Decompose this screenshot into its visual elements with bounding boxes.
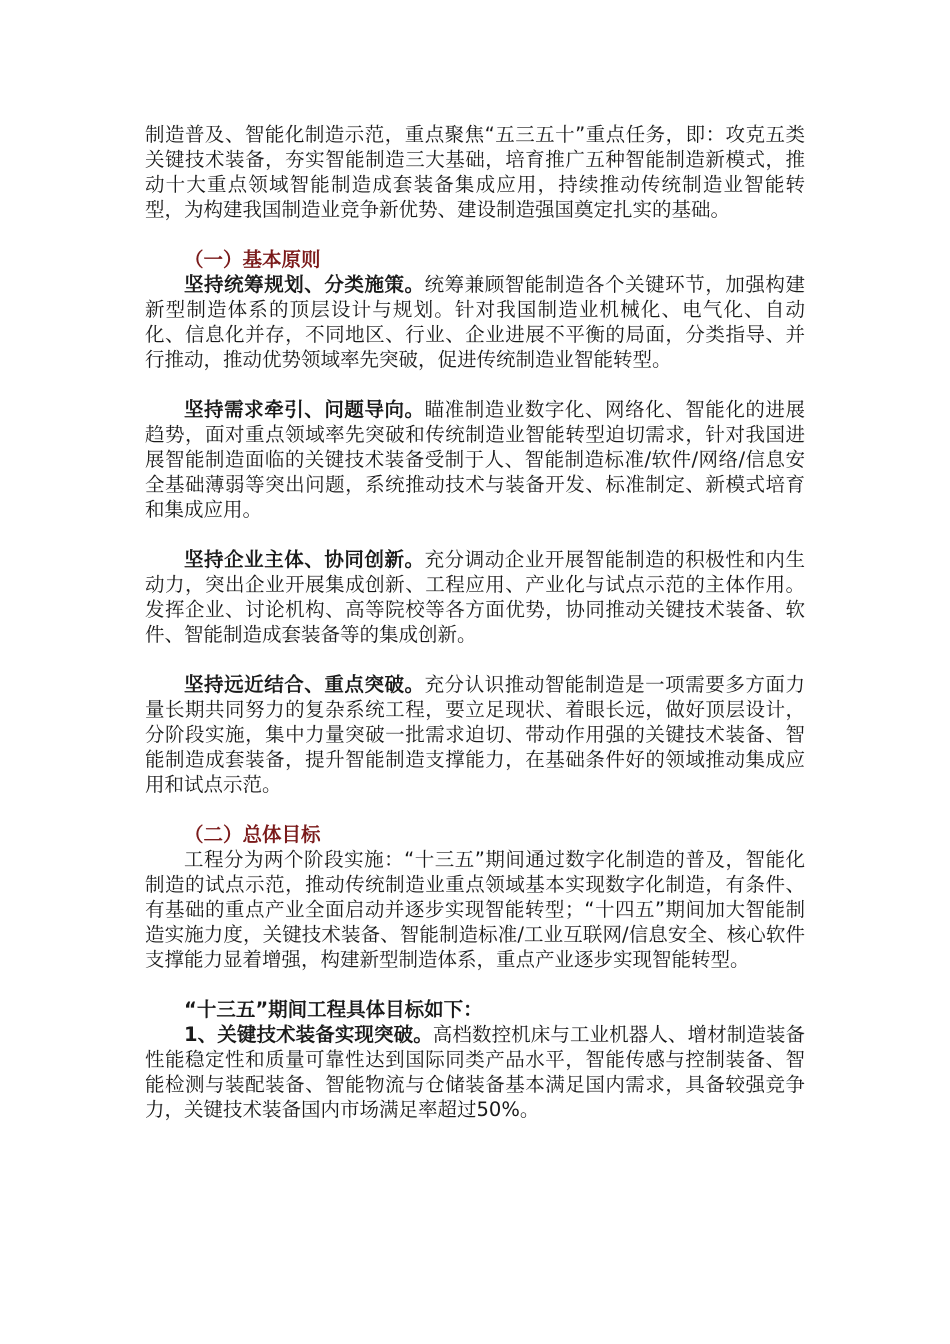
- principle-paragraph: [145, 397, 805, 522]
- principle-text: 统筹兼顾智能制造各个关键环节，加强构建新型制造体系的顶层设计与规划。针对我国制造业机械化、电气化、自动化、信息化并存，不同地区、行业、企业进展不平衡的局面，分类指导、并行推动，推动优势领域率先突破，促进传统制造业智能转型。: [145, 273, 805, 371]
- goals-paragraph: 工程分为两个阶段实施：“十三五”期间通过数字化制造的普及，智能化制造的试点示范，推动传统制造业重点领域基本实现数字化制造，有条件、有基础的重点产业全面启动并逐步实现智能转型；“十四五”期间加大智能制造实施力度，关键技术装备、智能制造标准/工业互联网/信息安全、核心软件支撑能力显着增强，构建新型制造体系，重点产业逐步实现智能转型。: [145, 848, 805, 971]
- goal-paragraph: [145, 1022, 805, 1122]
- goal-lead: 1、关键技术装备实现突破。: [184, 1023, 433, 1046]
- principle-lead: 坚持需求牵引、问题导向。: [184, 398, 425, 421]
- goal-text: 高档数控机床与工业机器人、增材制造装备性能稳定性和质量可靠性达到国际同类产品水平，智能传感与控制装备、智能检测与装配装备、智能物流与仓储装备基本满足国内需求，具备较强竞争力，关键技术装备国内市场满足率超过50%。: [145, 1023, 805, 1121]
- intro-paragraph: 制造普及、智能化制造示范，重点聚焦“五三五十”重点任务，即：攻克五类关键技术装备，夯实智能制造三大基础，培育推广五种智能制造新模式，推动十大重点领域智能制造成套装备集成应用，持续推动传统制造业智能转型，为构建我国制造业竞争新优势、建设制造强国奠定扎实的基础。: [145, 123, 805, 221]
- principle-text: 充分调动企业开展智能制造的积极性和内生动力，突出企业开展集成创新、工程应用、产业化与试点示范的主体作用。发挥企业、讨论机构、高等院校等各方面优势，协同推动关键技术装备、软件、智能制造成套装备等的集成创新。: [145, 548, 805, 646]
- principle-text: 充分认识推动智能制造是一项需要多方面力量长期共同努力的复杂系统工程，要立足现状、着眼长远，做好顶层设计，分阶段实施，集中力量突破一批需求迫切、带动作用强的关键技术装备、智能制造成套装备，提升智能制造支撑能力，在基础条件好的领域推动集成应用和试点示范。: [145, 673, 805, 796]
- section-heading-basic-principles: （一）基本原则: [184, 248, 321, 271]
- goals-subheading: “十三五”期间工程具体目标如下：: [184, 998, 483, 1021]
- principle-paragraph: [145, 547, 805, 647]
- principle-lead: 坚持远近结合、重点突破。: [184, 673, 425, 696]
- principle-paragraph: [145, 272, 805, 372]
- principle-lead: 坚持企业主体、协同创新。: [184, 548, 425, 571]
- principle-lead: 坚持统筹规划、分类施策。: [184, 273, 425, 296]
- section-heading-overall-goals: （二）总体目标: [184, 823, 321, 846]
- principle-text: 瞄准制造业数字化、网络化、智能化的进展趋势，面对重点领域率先突破和传统制造业智能转型迫切需求，针对我国进展智能制造面临的关键技术装备受制于人、智能制造标准/软件/网络/信息安全基础薄弱等突出问题，系统推动技术与装备开发、标准制定、新模式培育和集成应用。: [145, 398, 805, 521]
- principle-paragraph: [145, 672, 805, 797]
- document-page: [145, 122, 805, 1122]
